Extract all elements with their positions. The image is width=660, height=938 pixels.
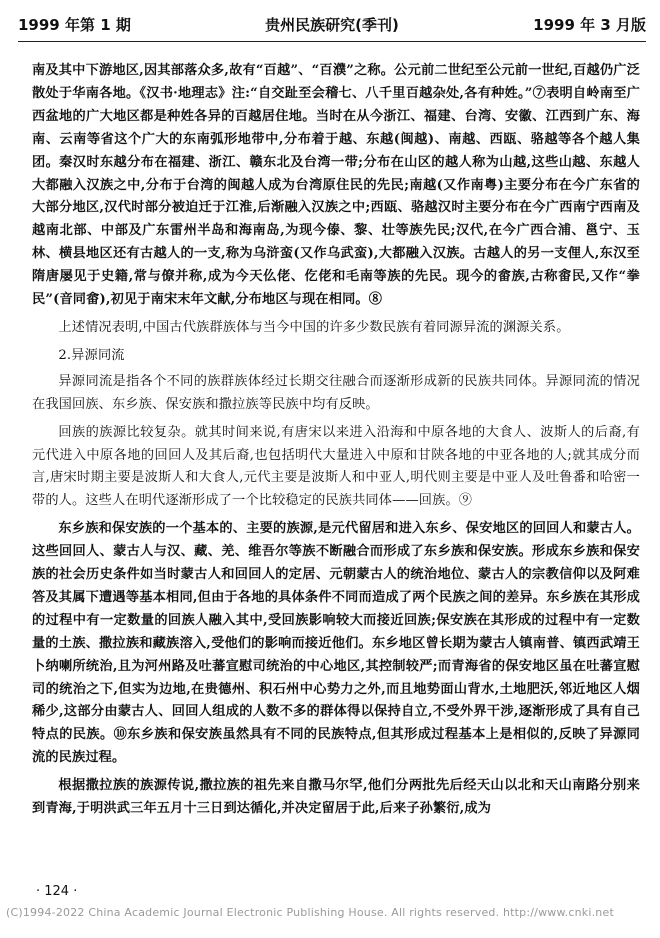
running-header [18,14,646,40]
paragraph-hui: 回族的族源比较复杂。就其时间来说,有唐宋以来进入沿海和中原各地的大食人、波斯人的后裔,有元代进入中原各地的回回人及其后裔,也包括明代大量进入中原和甘陕各地的中亚各地的人;就其成分而言,唐宋时期主要是波斯人和大食人,元代主要是波斯人和中亚人,明代则主要是中亚人及吐鲁番和哈密一带的人。这些人在明代逐渐形成了一个比较稳定的民族共同体——回族。⑨ [32,424,640,509]
paragraph-definition: 异源同流是指各个不同的族群族体经过长期交往融合而逐渐形成新的民族共同体。异源同流的情况在我国回族、东乡族、保安族和撒拉族等民族中均有反映。 [32,373,640,412]
copyright-footer: (C)1994-2022 China Academic Journal Electronic Publishing House. All rights reserved. http://www.cnki.net [6,906,614,919]
paragraph-dongxiang-baoan: 东乡族和保安族的一个基本的、主要的族源,是元代留居和进入东乡、保安地区的回回人和蒙古人。这些回回人、蒙古人与汉、藏、羌、维吾尔等族不断融合而形成了东乡族和保安族。形成东乡族和保安族的社会历史条件如当时蒙古人和回回人的定居、元朝蒙古人的统治地位、蒙古人的宗教信仰以及阿难答及其属下遭遇等基本相同,但由于各地的具体条件不同而造成了两个民族之间的差异。东乡族在其形成的过程中有一定数量的回族人融入其中,受回族影响较大而接近回族;保安族在其形成的过程中有一定数量的土族、撒拉族和藏族溶入,受他们的影响而接近他们。东乡地区曾长期为蒙古人镇南普、镇西武靖王卜纳喇所统治,且为河州路及吐蕃宣慰司统治的中心地区,其控制较严;而青海省的保安地区虽在吐蕃宣慰司的统治之下,但实为边地,在贵德州、积石州中心势力之外,而且地势面山背水,土地肥沃,邻近地区人烟稀少,这部分由蒙古人、回回人组成的人数不多的群体得以保持自立,不受外界干涉,逐渐形成了具有自己特点的民族。⑩东乡族和保安族虽然具有不同的民族特点,但其形成过程基本上是相似的,反映了异源同流的民族过程。 [32,521,640,766]
paragraph-baiyue: 南及其中下游地区,因其部落众多,故有“百越”、“百濮”之称。公元前二世纪至公元前一世纪,百越仍广泛散处于华南各地。《汉书·地理志》注:“自交趾至会稽七、八千里百越杂处,各有种姓。”⑦表明自岭南至广西盆地的广大地区都是种姓各异的百越居住地。当时在从今浙江、福建、台湾、安徽、江西到广东、海南、云南等省这个广大的东南弧形地带中,分布着于越、东越(闽越)、南越、西瓯、骆越等各个越人集团。秦汉时东越分布在福建、浙江、赣东北及台湾一带;分布在山区的越人称为山越,这些山越、东越人大都融入汉族之中,分布于台湾的闽越人成为台湾原住民的先民;南越(又作南粤)主要分布在今广东省的大部分地区,汉代时部分被迫迁于江淮,后渐融入汉族之中;西瓯、骆越汉时主要分布在今广西南宁西南及越南北部、中部及广东雷州半岛和海南岛,为现今傣、黎、壮等族先民;汉代,在今广西合浦、邕宁、玉林、横县地区还有古越人的一支,称为乌浒蛮(又作乌武蛮),大都融入汉族。古越人的另一支俚人,东汉至隋唐屡见于史籍,常与僚并称,成为今天仫佬、仡佬和毛南等族的先民。现今的畲族,古称畬民,又作“拳民”(音同畲),初见于南宋末年文献,分布地区与现在相同。⑧ [32,63,640,308]
header-issue: 1999 年第 1 期 [18,16,131,34]
header-rule [18,41,646,42]
paragraph-salar: 根据撒拉族的族源传说,撒拉族的祖先来自撒马尔罕,他们分两批先后经天山以北和天山南路分别来到青海,于明洪武三年五月十三日到达循化,并决定留居于此,后来子孙繁衍,成为 [32,778,640,817]
article-body [32,60,640,826]
header-journal-title: 贵州民族研究(季刊) [265,16,399,34]
section-heading: 2.异源同流 [58,347,125,363]
header-date: 1999 年 3 月版 [533,16,646,34]
paragraph-summary: 上述情况表明,中国古代族群族体与当今中国的许多少数民族有着同源异流的渊源关系。 [58,319,570,335]
page-number: · 124 · [36,884,78,899]
